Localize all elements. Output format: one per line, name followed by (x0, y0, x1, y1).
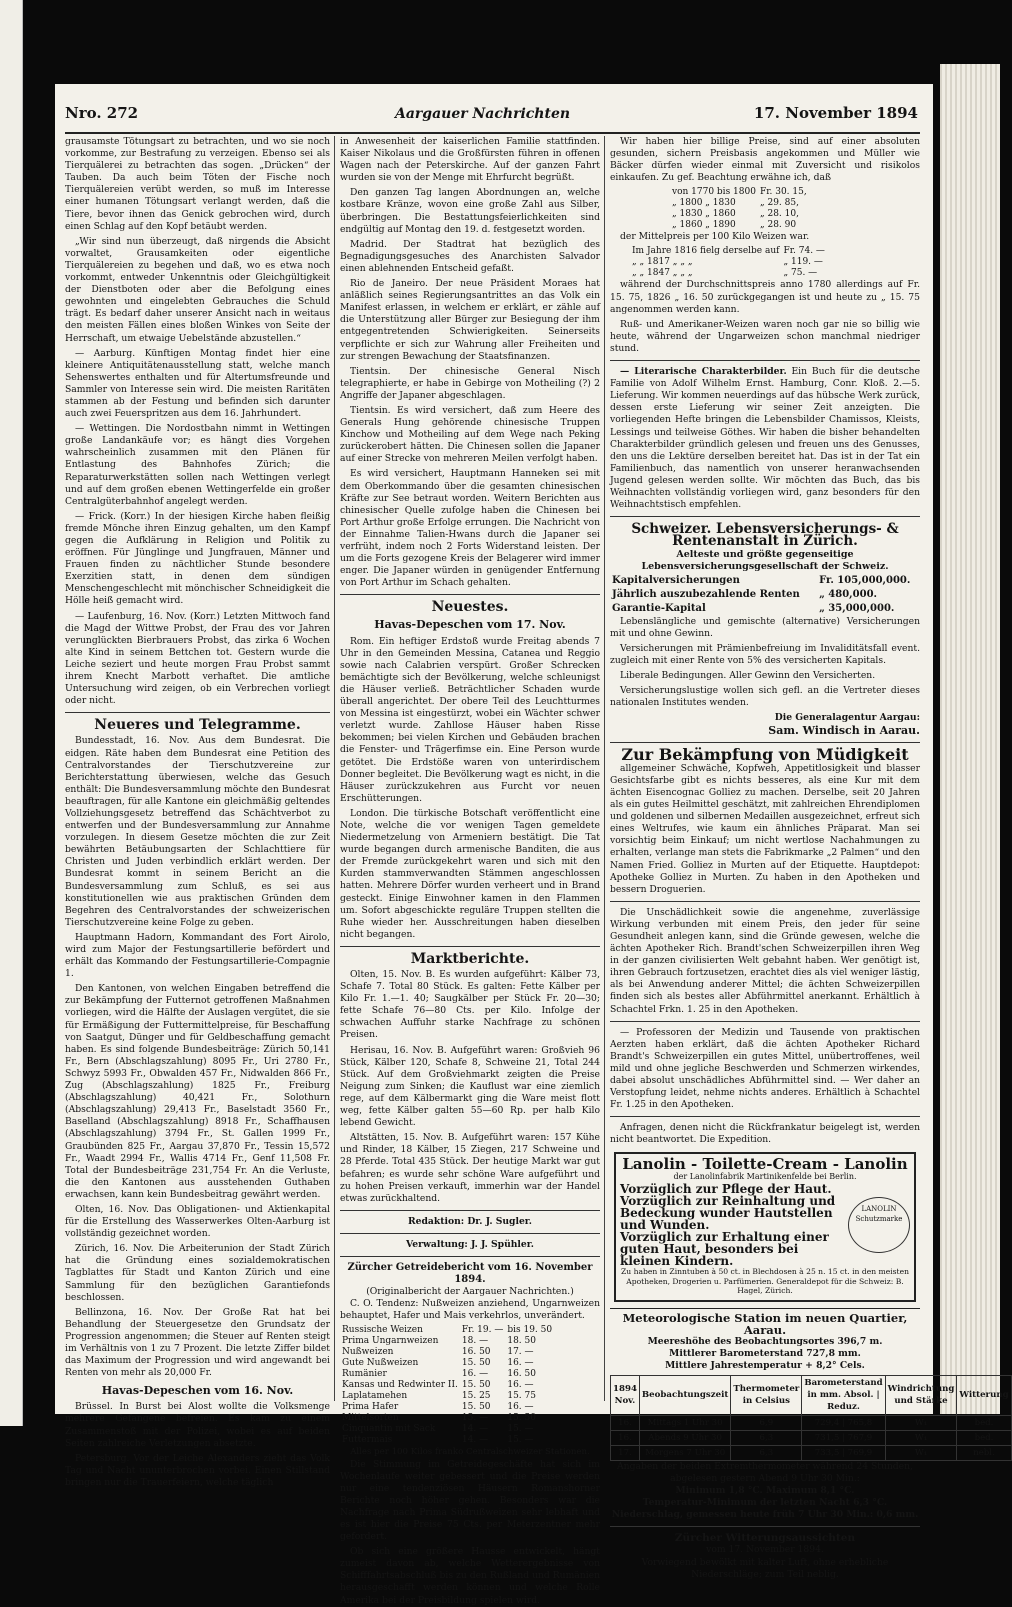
table-cell: 14. — (461, 1435, 489, 1446)
grain-history-text: Ruß- und Amerikaner-Weizen waren noch gar nie so billig wie heute, während der Ungarweizen schon manchmal niedriger stund. (610, 318, 920, 354)
table-cell: Thermometer in Celsius (731, 1376, 802, 1415)
table-cell: Abends 9 Uhr 30 (639, 1430, 730, 1445)
table-cell: von 1770 bis 1800 (672, 187, 756, 198)
grain-price-row (340, 1369, 554, 1380)
forecast-text: Vorwiegend bewölkt mit kalter Luft, ohne erhebliche Niederschläge; zum Teil neblig. (641, 1556, 889, 1580)
divider (610, 360, 920, 361)
table-cell: 15. 75 (507, 1391, 536, 1402)
table-cell: Jährlich auszubezahlende Renten (612, 588, 800, 600)
insurance-text: Versicherungslustige wollen sich gefl. an die Vertreter dieses nationalen Institutes wenden. (610, 685, 920, 709)
article-petersburg: Petersburg. Vor der Leiche Alexanders zieht das Volk Tag und Nacht ununterbrochen vorbei. Einen Stillstand bringen nur die Trauerfeiern, welche täglich (65, 1452, 330, 1488)
table-cell: Witterung (957, 1376, 1011, 1415)
article-wettingen: — Wettingen. Die Nordostbahn nimmt in Wettingen große Landankäufe vor; es hängt dies Vorgehen wahrscheinlich zusammen mit den Plänen für Entlastung des Bahnhofes Zürich; die Reparaturwerkstätten sollen nach Wettingen verlegt und auf dem großen ebenen Wettingerfelde ein großer Centralgüterbahnhof angelegt werden. (65, 423, 330, 507)
section-heading-neuestes: Neuestes. (431, 599, 509, 616)
insurance-text: Versicherungen mit Prämienbefreiung im Invaliditätsfall event. zugleich mit einer Rente von 5% des versicherten Kapitals. (610, 643, 920, 667)
grain-price-row (340, 1402, 554, 1413)
article-hanneken: Es wird versichert, Hauptmann Hanneken sei mit dem Oberkommando über die gesamten chinesischen Kräfte zur See betraut worden. Weitern Berichten aus chinesischer Quelle zufolge haben die Chinesen bei Port Arthur große Erfolge errungen. Die Nachricht von der Einnahme Talien-Hwans durch die Japaner sei verfrüht, indem noch 2 Forts Widerstand leisten. Der um die Forts gezogene Kreis der Belagerer wird immer enger. Die Japaner würden in genügender Entfernung von Port Arthur im Schach gehalten. (340, 468, 600, 589)
book-page-edges (940, 64, 1000, 1414)
table-cell: 18. — (461, 1336, 489, 1347)
article-zuerich: Zürich, 16. Nov. Die Arbeiterunion der Stadt Zürich hat die Gründung eines sozialdemokratischen Tagblattes für Stadt und Kanton Zürich und eine Sammlung für den bezüglichen Garantiefonds beschlossen. (65, 1243, 330, 1303)
insurance-agent-name: Sam. Windisch in Aarau. (768, 723, 920, 737)
article-frick: — Frick. (Korr.) In der hiesigen Kirche haben fleißig fremde Mönche ihren Einzug gehalten, um den Kampf gegen die Aufklärung in Religion und Politik zu eröffnen. Für Jünglinge und Jungfrauen, Männer und Frauen finden zu nächtlicher Stunde besondere Exerzitien statt, in denen dem sündigen Menschengeschlecht mit mönchischer Schneidigkeit die Hölle heiß gemacht wird. (65, 510, 330, 607)
muedigkeit-ad-text: allgemeiner Schwäche, Kopfweh, Appetitlosigkeit und blasser Gesichtsfarbe gibt es nichts besseres, als eine Kur mit dem ächten Eisencognac Golliez zu machen. Derselbe, seit 20 Jahren als ein gutes Heilmittel geschätzt, mit zahlreichen Ehrendiplomen und goldenen und silbernen Medaillen ausgezeichnet, erfreut sich eines Weltrufes, wie kaum ein ähnliches Präparat. Man sei vorsichtig beim Einkauf; um nicht wertlose Nachahmungen zu erhalten, verlange man stets die Fabrikmarke „2 Palmen“ und den Namen Fried. Golliez in Murten auf der Etiquette. Hauptdepot: Apotheke Golliez in Murten. Zu haben in den Apotheken und bessern Droguerien. (610, 762, 920, 895)
meteo-note: Angaben der beiden Extremthermometer während 24 Stunden, abgelesen gestern Abend 9 Uhr 30 Min.: (617, 1460, 913, 1484)
article-text: grausamste Tötungsart zu betrachten, und wo sie noch vorkomme, zur Bestrafung zu verzeigen. Ebenso sei als Tierquälerei zu betrachten das sogen. „Drücken“ der Tauben. Da auch beim Töten der Fische noch Tierquälereien verübt werden, so muß im Interesse einer humanen Tötungsart verlangt werden, daß die Tiere, bevor ihnen das Genick gebrochen wird, durch einen Schlag auf den Kopf betäubt werden. (65, 136, 330, 232)
insurance-row (610, 574, 920, 588)
weather-row (611, 1415, 1012, 1430)
table-cell: 16. — (461, 1369, 489, 1380)
grain-price-row (340, 1347, 554, 1358)
table-cell: Russische Weizen (342, 1325, 423, 1336)
table-cell: 15. 50 (461, 1402, 491, 1413)
table-cell: Futtermais (342, 1435, 393, 1446)
grain-report-text: Ob sich eine größere Hausse entwickelt, hängt zumeist davon ab, welche Wetterergebnisse von Schifffahrtsabschluß bis zu den Rußland und Rumänien herausgeschafft werden können und welche Rolle Amerika bei der Preisbildung spielen wird. (340, 1546, 600, 1606)
price-history-row (670, 187, 809, 198)
insurance-figures-table (610, 574, 920, 616)
lanolin-ad-footer: Zu haben in Zinntuben à 50 ct. in Blechdosen à 25 n. 15 ct. in den meisten Apotheken, Drogerien u. Parfümerien. Generaldepot für die Schweiz: B. Hagel, Zürich. (621, 1267, 909, 1296)
grain-report-text: Die Stimmung im Getreidegeschäfte hat sich im Wochenlaufe weiter gebessert und die Preise werden nur eine tendenziösen Häusern Romanshorner Berichte noch höher gehen. Besonders war die Nachfrage nach Prima Südrußweizen sehr lebhaft und es ist hier die Preise 75 Cts. per Meterzentner mehr gefordert. (340, 1458, 600, 1543)
table-cell: 18. 50 (507, 1336, 536, 1347)
table-cell: bed. (957, 1430, 1011, 1445)
table-cell: „ 1800 „ 1830 (672, 198, 736, 209)
table-cell: Morgens 7 Uhr 30 (639, 1445, 730, 1460)
grain-report-subtitle: (Originalbericht der Aargauer Nachrichten.) (366, 1286, 574, 1298)
table-cell: 731,5 | 767,9 (802, 1430, 885, 1445)
table-cell: 6,3 (731, 1430, 802, 1445)
table-cell: Prima Ungarnweizen (342, 1336, 439, 1347)
table-cell: bed. (957, 1415, 1011, 1430)
table-cell: 16. (611, 1415, 640, 1430)
table-cell: Beobachtungszeit (639, 1376, 730, 1415)
divider (610, 1116, 920, 1117)
article-rom: Rom. Ein heftiger Erdstoß wurde Freitag abends 7 Uhr in den Gemeinden Messina, Catanea und Reggio sowie nach Calabrien verspürt. Großer Schrecken bemächtigte sich der Bevölkerung, welche schleunigst die Häuser verließ. Beträchtlicher Schaden wurde überall angerichtet. Der obere Teil des Leuchtturmes von Messina ist eingestürzt, wobei ein Wächter schwer verletzt wurde. Zahllose Häuser haben Risse bekommen; bei vielen Kirchen und Gebäuden brachen die Fenster- und Trägerfimse ein. Eine Person wurde getötet. Die Erdstöße waren von unterirdischem Donner begleitet. Die Bevölkerung wagt es nicht, in die Häuser zurückzukehren aus Furcht vor neuen Erschütterungen. (340, 635, 600, 804)
grain-price-row (340, 1325, 554, 1336)
table-cell: Mittags 1 Uhr 30 (639, 1415, 730, 1430)
price-history-row (630, 257, 827, 268)
table-cell: „ 1860 „ 1890 (672, 220, 736, 231)
divider (340, 1256, 600, 1257)
table-cell: 17. (611, 1445, 640, 1460)
forecast-title: Zürcher Witterungsaussichten (674, 1532, 856, 1545)
lanolin-claim: Vorzüglich zur Erhaltung einer guten Haut, besonders bei kleinen Kindern. (620, 1230, 829, 1269)
price-history-table (670, 187, 809, 231)
table-cell: 733,5 | 769,9 (802, 1445, 885, 1460)
column-rule (604, 136, 605, 1401)
table-cell: 15. 50 (461, 1358, 491, 1369)
market-herisau: Herisau, 16. Nov. B. Aufgeführt waren: Großvieh 96 Stück, Kälber 120, Schafe 8, Schweine 21, Total 244 Stück. Auf dem Großviehmarkt zeigten die Preise Neigung zum Sinken; die Kauflust war eine ziemlich rege, auf dem Kälbermarkt ging die Ware meist flott weg, fette Kälber galten 55—60 Rp. per halb Kilo lebend Gewicht. (340, 1044, 600, 1129)
article-aarburg: — Aarburg. Künftigen Montag findet hier eine kleinere Antiquitätenausstellung statt, welche manch Sehenswertes enthalten und für Altertumsfreunde und Sammler von Interesse sein wird. Die meisten Raritäten stammen ab der Festung und befinden sich darunter auch zwei Feuerspritzen aus dem 16. Jahrhundert. (65, 347, 330, 420)
table-cell: W₁ (885, 1430, 957, 1445)
meteo-note: Temperatur-Minimum der letzten Nacht 6,3 °C. (642, 1497, 888, 1509)
price-history-row (670, 209, 809, 220)
insurance-row (610, 588, 920, 602)
price-history-row (630, 268, 827, 279)
article-text: „Wir sind nun überzeugt, daß nirgends die Absicht vorwaltet, Grausamkeiten oder eigentliche Tierquälereien zu begehen und daß, wo es etwa noch vorkommt, entweder Unkenntnis oder Gleichgültigkeit der Dienstboten oder aber die Befolgung eines gewohnten und eingelebten Gebrauches die Schuld trägt. Es bedarf daher unserer Ansicht nach in weitaus den meisten Fällen eines bloßen Winkes von Seite der Herrschaft, um etwaige Uebelstände abzustellen.“ (65, 235, 330, 344)
grain-price-row (340, 1391, 554, 1402)
divider (340, 946, 600, 947)
table-cell: 17. — (507, 1347, 534, 1358)
divider (610, 516, 920, 517)
table-cell: Fr. 105,000,000. (819, 574, 911, 586)
table-cell: „ „ 1817 „ „ „ (632, 257, 693, 268)
table-cell: W₁ (885, 1415, 957, 1430)
weather-row (611, 1430, 1012, 1445)
article-laufenburg: — Laufenburg, 16. Nov. (Korr.) Letzten Mittwoch fand die Magd der Wittwe Probst, der Frau des vor Jahren verunglückten Bierbrauers Probst, das zirka 6 Wochen alte Kind in seinem Bettchen tot. Gestern wurde die Leiche seziert und heute morgen Frau Probst sammt ihrem Knecht Marbott verhaftet. Die amtliche Untersuchung wird zeigen, ob ein Verbrechen vorliegt oder nicht. (65, 610, 330, 707)
article-tientsin-2: Tientsin. Es wird versichert, daß zum Heere des Generals Hung gehörende chinesische Truppen Kinchow und Motheiling auf dem Wege nach Peking zurückerobert hätten. Die Chinesen sollen die Japaner auf einer Strecke von mehreren Meilen verfolgt haben. (340, 404, 600, 465)
table-cell: 15. 50 (507, 1413, 536, 1424)
table-cell: 16. — (507, 1402, 534, 1413)
article-text: in Anwesenheit der kaiserlichen Familie stattfinden. Kaiser Nikolaus und die Großfürsten führen in offenen Wagen nach der Peterskirche. Auf der ganzen Fahrt wurden sie von der Menge mit Ehrfurcht begrüßt. (340, 136, 600, 184)
table-cell: bis 19. 50 (507, 1325, 553, 1336)
table-cell: Mittelsorten (342, 1413, 399, 1424)
article-tientsin-1: Tientsin. Der chinesische General Nisch telegraphierte, er habe in Gebirge von Motheiling (?) 2 Angriffe der Japaner abgeschlagen. (340, 365, 600, 401)
article-text: Den ganzen Tag langen Abordnungen an, welche kostbare Kränze, wovon eine große Zahl aus Silber, überbringen. Die Bestattungsfeierlichkeiten sind endgültig auf Montag den 19. d. festgesetzt worden. (340, 187, 600, 235)
article-hadorn: Hauptmann Hadorn, Kommandant des Fort Airolo, wird zum Major der Festungsartillerie befördert und erhält das Kommando der Festungsartillerie-Compagnie 1. (65, 931, 330, 980)
divider (65, 712, 330, 713)
grain-history-text: Wir haben hier billige Preise, sind auf einer absoluten gesunden, sichern Preisbasis angekommen und Müller wie Bäcker dürfen wieder einmal mit Zuversicht und risikolos einkaufen. Zu gef. Beachtung erwähne ich, daß (610, 136, 920, 184)
table-cell: 15. 50 (461, 1380, 491, 1391)
table-cell: 16. — (507, 1380, 534, 1391)
divider (340, 1233, 600, 1234)
muedigkeit-ad-title: Zur Bekämpfung von Müdigkeit (621, 744, 909, 764)
weather-row (611, 1445, 1012, 1460)
table-cell: Cinquantin mit Sack (342, 1424, 436, 1435)
grain-report-title: Zürcher Getreidebericht vom 16. November 1894. (347, 1261, 593, 1286)
table-cell: Gute Nußweizen (342, 1358, 419, 1369)
expedition-notice: Anfragen, denen nicht die Rückfrankatur beigelegt ist, werden nicht beantwortet. Die Expedition. (610, 1122, 920, 1146)
article-bundesstadt: Bundesstadt, 16. Nov. Aus dem Bundesrat. Die eidgen. Räte haben dem Bundesrat eine Petition des Centralvorstandes der Tierschutzvereine zur Berichterstattung überwiesen, welche das Gesuch enthält: Die Bundesversammlung möchte den Bundesrat beauftragen, für alle Kantone ein gleichmäßig geltendes Vollziehungsgesetz betreffend das Schächtverbot zu entwerfen und der Bundesversammlung zur Annahme vorzulegen. In diesem Gesetze möchten die zur Zeit bewährten Betäubungsarten der Schlachttiere für Christen und Juden verbindlich erklärt werden. Der Bundesrat kommt in seinem Bericht an die Bundesversammlung zum Schluß, es sei aus konstitutionellen wie aus praktischen Gründen dem Begehren des Centralvorstandes der schweizerischen Tierschutzvereine keine Folge zu geben. (65, 735, 330, 928)
insurance-text: Lebenslängliche und gemischte (alternative) Versicherungen mit und ohne Gewinn. (610, 615, 920, 639)
grain-price-row (340, 1413, 554, 1424)
column-2 (340, 136, 600, 1606)
issue-date: 17. November 1894 (753, 104, 918, 122)
price-history-row (630, 246, 827, 257)
article-london: London. Die türkische Botschaft veröffentlicht eine Note, welche die vor wenigen Tagen gemeldete Niedermetzelung von Armeniern bestätigt. Die Tat wurde begangen durch armenische Banditen, die aus der Fremde zurückgekehrt waren und sich mit den Kurden stammverwandten Stämmen angeschlossen hatten. Mehrere Dörfer wurden verheert und in Brand gesteckt. Einige Einwohner kamen in den Flammen um. Sofort abgeschickte reguläre Truppen stellten die Ruhe wieder her. Ausschreitungen haben dieselben nicht begangen. (340, 807, 600, 940)
article-futternot: Den Kantonen, von welchen Eingaben betreffend die zur Bekämpfung der Futternot getroffenen Maßnahmen vorliegen, wird die Hälfte der Auslagen vergütet, die sie für Ermäßigung der Futtermittelpreise, für Beschaffung von Saatgut, Dünger und für Geldbeschaffung gemacht haben. Es sind folgende Bundesbeiträge: Zürich 50,141 Fr., Bern (Abschlagszahlung) 8095 Fr., Uri 2780 Fr., Schwyz 5993 Fr., Obwalden 457 Fr., Nidwalden 866 Fr., Zug (Abschlagszahlung) 1825 Fr., Freiburg (Abschlagszahlung) 40,421 Fr., Solothurn (Abschlagszahlung) 29,413 Fr., Baselstadt 3560 Fr., Baselland (Abschlagszahlung) 8918 Fr., Schaffhausen (Abschlagszahlung) 3794 Fr., St. Gallen 1999 Fr., Graubünden 825 Fr., Aargau 37,870 Fr., Tessin 15,572 Fr., Waadt 2994 Fr., Wallis 4714 Fr., Genf 11,508 Fr. Total der Bundesbeiträge 231,754 Fr. An die Verluste, die den Kantonen aus ausstehenden Guthaben erwachsen, kann kein Bundesbeitrag gewährt werden. (65, 983, 330, 1200)
table-cell: Fr. 30. 15, (759, 187, 807, 198)
grain-report-intro: C. O. Tendenz: Nußweizen anziehend, Ungarnweizen behauptet, Hafer und Mais verkehrlos, unverändert. (340, 1298, 600, 1322)
meteo-note: Minimum 1,8 °C. Maximum 8,1 °C. (675, 1485, 855, 1497)
table-cell: „ 29. 85, (759, 198, 799, 209)
divider (340, 1210, 600, 1211)
table-cell: 16. 50 (507, 1369, 536, 1380)
grain-price-row (340, 1336, 554, 1347)
verwaltung-line: Verwaltung: J. J. Spühler. (406, 1238, 534, 1250)
meteo-info: Mittlerer Barometerstand 727,8 mm. (669, 1348, 861, 1360)
divider (610, 742, 920, 743)
insurance-text: Liberale Bedingungen. Aller Gewinn den Versicherten. (620, 670, 876, 682)
table-cell: Barometerstand in mm. Absol. | Reduz. (802, 1376, 885, 1415)
grain-price-table (340, 1325, 554, 1446)
previous-page-edge (0, 0, 23, 1426)
column-3 (610, 136, 1009, 1580)
table-cell: „ 1830 „ 1860 (672, 209, 736, 220)
table-cell: 1894 Nov. (611, 1376, 640, 1415)
table-cell: 729,4 | 765,8 (802, 1415, 885, 1430)
market-altstaetten: Altstätten, 15. Nov. B. Aufgeführt waren: 157 Kühe und Rinder, 18 Kälber, 15 Ziegen, 217 Schweine und 28 Pferde. Total 435 Stück. Der heutige Markt war gut befahren; es wurde sehr schöne Ware aufgeführt und zu hohen Preisen verkauft, immerhin war der Handel etwas zurückhaltend. (340, 1132, 600, 1204)
divider (340, 594, 600, 595)
weather-table (610, 1375, 1012, 1461)
table-cell: Fr. 19. — (461, 1325, 504, 1336)
grain-report-note: Alles per 100 Kilos franko Centralschweizer Stationen. (350, 1447, 590, 1458)
section-heading-havas-16: Havas-Depeschen vom 16. Nov. (101, 1384, 294, 1398)
table-cell: Laplatamehen (342, 1391, 408, 1402)
table-cell: „ 28. 10, (759, 209, 799, 220)
table-cell: Prima Hafer (342, 1402, 399, 1413)
insurance-ad-title: Schweizer. Lebensversicherungs- & Rentenanstalt in Zürich. (631, 521, 899, 550)
article-rio: Rio de Janeiro. Der neue Präsident Moraes hat anläßlich seines Regierungsantrittes an das Volk ein Manifest erlassen, in welchem er erklärt, er zähle auf die Unterstützung aller Bürger zur Besiegung der ihm entgegentretenden Schwierigkeiten. Seinerseits verpflichte er sich zur Wahrung aller Freiheiten und zur strengen Bewachung der Staatsfinanzen. (340, 278, 600, 362)
market-olten: Olten, 15. Nov. B. Es wurden aufgeführt: Kälber 73, Schafe 7. Total 80 Stück. Es galten: Fette Kälber per Kilo Fr. 1.—1. 40; Saugkälber per Stück Fr. 20—30; fette Schafe 76—80 Cts. per Kilo. Infolge der schwachen Auffuhr starke Nachfrage zu schönen Preisen. (340, 969, 600, 1041)
table-cell: Fr. 74. — (783, 246, 825, 257)
lanolin-ad (614, 1152, 916, 1301)
divider (610, 901, 920, 902)
forecast-date: vom 17. November 1894. (706, 1544, 824, 1556)
meteo-title: Meteorologische Station im neuen Quartier, Aarau. (610, 1308, 920, 1336)
table-cell: 14. — (461, 1424, 489, 1435)
divider (610, 1021, 920, 1022)
divider (610, 1526, 920, 1527)
article-bellinzona: Bellinzona, 16. Nov. Der Große Rat hat bei Behandlung der Steuergesetze den Grundsatz der Progression angenommen; die Steuer auf Renten steigt im Verhältnis von 1 zu 7 Prozent. Die letzte Ziffer bildet das Maximum der Progression und wird angewandt bei Renten von mehr als 20,000 Fr. (65, 1306, 330, 1379)
newspaper-page (55, 84, 1009, 1606)
redaktion-line: Redaktion: Dr. J. Sugler. (407, 1215, 532, 1227)
table-cell: „ 119. — (783, 257, 823, 268)
column-1 (65, 136, 330, 1488)
section-heading-marktberichte: Marktberichte. (410, 950, 530, 967)
article-madrid: Madrid. Der Stadtrat hat bezüglich des Begnadigungsgesuches des Anarchisten Salvador einen ablehnenden Entscheid gefaßt. (340, 238, 600, 274)
table-cell: 6,3 (731, 1445, 802, 1460)
grain-history-note: der Mittelpreis per 100 Kilo Weizen war. (620, 231, 810, 243)
table-cell: Nußweizen (342, 1347, 394, 1358)
table-cell: W₁ (885, 1445, 957, 1460)
page-header (65, 102, 920, 134)
table-cell: 16. (611, 1430, 640, 1445)
grain-price-row (340, 1358, 554, 1369)
column-rule (334, 136, 335, 1401)
insurance-agent-line: Die Generalagentur Aargau: (774, 712, 920, 724)
grain-history-text: während der Durchschnittspreis anno 1780 allerdings auf Fr. 15. 75, 1826 „ 16. 50 zurückgegangen ist und heute zu „ 15. 75 angenommen werden kann. (610, 279, 920, 315)
literary-text: Ein Buch für die deutsche Familie von Adolf Wilhelm Ernst. Hamburg, Conr. Kloß. 2.—5. Lieferung. Wir kommen neuerdings auf das hübsche Werk zurück, dessen erste Lieferung wir seiner Zeit anzeigten. Die vorliegenden Hefte bringen die Lebensbilder Chamissos, Kleists, Lessings und teilweise Göthes. Wir haben die bisher behandelten Charakterbilder gründlich gelesen und freuen uns des Genusses, den uns die Lektüre derselben bereitet hat. Das ist in der Tat ein Familienbuch, das namentlich von unserer heranwachsenden Jugend gelesen werden sollte. Wir möchten das Buch, das bis Weihnachten vollständig vorliegen wird, ganz besonders für den Weihnachtstisch empfehlen. (610, 366, 920, 511)
lanolin-ad-subtitle: der Lanolinfabrik Martinikenfelde bei Berlin. (673, 1171, 857, 1181)
lanolin-claim: Vorzüglich zur Reinhaltung und Bedeckung wunder Hautstellen und Wunden. (620, 1193, 836, 1232)
meteo-note: Niederschlag, gemessen heute früh 7 Uhr 30 Min.: 0,6 mm. (611, 1509, 919, 1521)
article-bruessel: Brüssel. In Burst bei Alost wollte die Volksmenge mehrere Gefangene befreien. Es kam zu einem Zusammenstoß mit der Polizei, wobei es auf beiden Seiten zahlreiche Verletzungen absetzte. (65, 1401, 330, 1449)
grain-price-row (340, 1435, 554, 1446)
table-cell: „ 28. 90 (759, 220, 797, 231)
table-cell: Garantie-Kapital (612, 602, 706, 614)
lanolin-ad-title: Lanolin - Toilette-Cream - Lanolin (622, 1155, 908, 1174)
table-cell: Im Jahre 1816 fielg derselbe auf (632, 246, 780, 257)
grain-price-row (340, 1424, 554, 1435)
section-heading-telegramme: Neueres und Telegramme. (94, 717, 301, 734)
grain-price-row (340, 1380, 554, 1391)
table-cell: Kapitalversicherungen (612, 574, 740, 586)
lanolin-trademark-icon: LANOLIN Schutzmarke (848, 1197, 910, 1253)
table-cell: Windrichtung und Stärke (885, 1376, 957, 1415)
insurance-row (610, 602, 920, 616)
pills-ad-text: Die Unschädlichkeit sowie die angenehme, zuverlässige Wirkung verbunden mit einem Preis, den jeder für seine Gesundheit anlegen kann, sind die Gründe gewesen, welche die ächten Apotheker Rich. Brandt'schen Schweizerpillen ihren Weg in der ganzen civilisierten Welt gebahnt haben. Wer genötigt ist, ihren Gebrauch fortzusetzen, erachtet dies als viel weniger lästig, als bei Anwendung anderer Mittel; die ächten Schweizerpillen finden sich als bestes aller Abführmittel anerkannt. Erhältlich à Schachtel Frkn. 1. 25 in den Apotheken. (610, 906, 920, 1015)
literary-title: — Literarische Charakterbilder. (620, 366, 787, 378)
section-subheading-havas-17: Havas-Depeschen vom 17. Nov. (374, 618, 566, 632)
table-cell: „ „ 1847 „ „ „ (632, 268, 693, 279)
weather-header-row (611, 1376, 1012, 1415)
insurance-ad-subtitle: Aelteste und größte gegenseitige Lebensversicherungsgesellschaft der Schweiz. (641, 549, 889, 573)
table-cell: „ 480,000. (819, 588, 878, 600)
price-history-row (670, 198, 809, 209)
table-cell: 16. — (507, 1358, 534, 1369)
table-cell: 15. — (507, 1424, 534, 1435)
price-history-table-2 (630, 246, 827, 279)
professors-ad-text: — Professoren der Medizin und Tausende von praktischen Aerzten haben erklärt, daß die ächten Apotheker Richard Brandt's Schweizerpillen ein gutes Mittel, unübertroffenes, weil mild und ohne jegliche Beschwerden und Schmerzen wirkendes, dabei absolut unschädliches Abführmittel sind. — Wer daher an Verstopfung leidet, nehme nichts anderes. Erhältlich à Schachtel Fr. 1.25 in den Apotheken. (610, 1026, 920, 1111)
article-olten: Olten, 16. Nov. Das Obligationen- und Aktienkapital für die Erstellung des Wasserwerkes Olten-Aarburg ist vollständig gezeichnet worden. (65, 1203, 330, 1240)
lanolin-claim: Vorzüglich zur Pflege der Haut. (620, 1181, 832, 1196)
meteo-info: Mittlere Jahrestemperatur + 8,2° Cels. (665, 1360, 865, 1372)
issue-number: Nro. 272 (65, 104, 139, 122)
table-cell: 15. 25 (461, 1391, 491, 1402)
table-cell: 6,9 (731, 1415, 802, 1430)
table-cell: Kansas und Redwinter II. (342, 1380, 458, 1391)
table-cell: nebl. (957, 1445, 1011, 1460)
table-cell: Rumänier (342, 1369, 387, 1380)
table-cell: 15. — (461, 1413, 489, 1424)
table-cell: „ 35,000,000. (819, 602, 895, 614)
table-cell: 16. 50 (461, 1347, 491, 1358)
table-cell: 15. — (507, 1435, 534, 1446)
price-history-row (670, 220, 809, 231)
newspaper-title: Aargauer Nachrichten (395, 106, 571, 122)
table-cell: „ 75. — (783, 268, 818, 279)
meteo-info: Meereshöhe des Beobachtungsortes 396,7 m. (647, 1336, 883, 1347)
